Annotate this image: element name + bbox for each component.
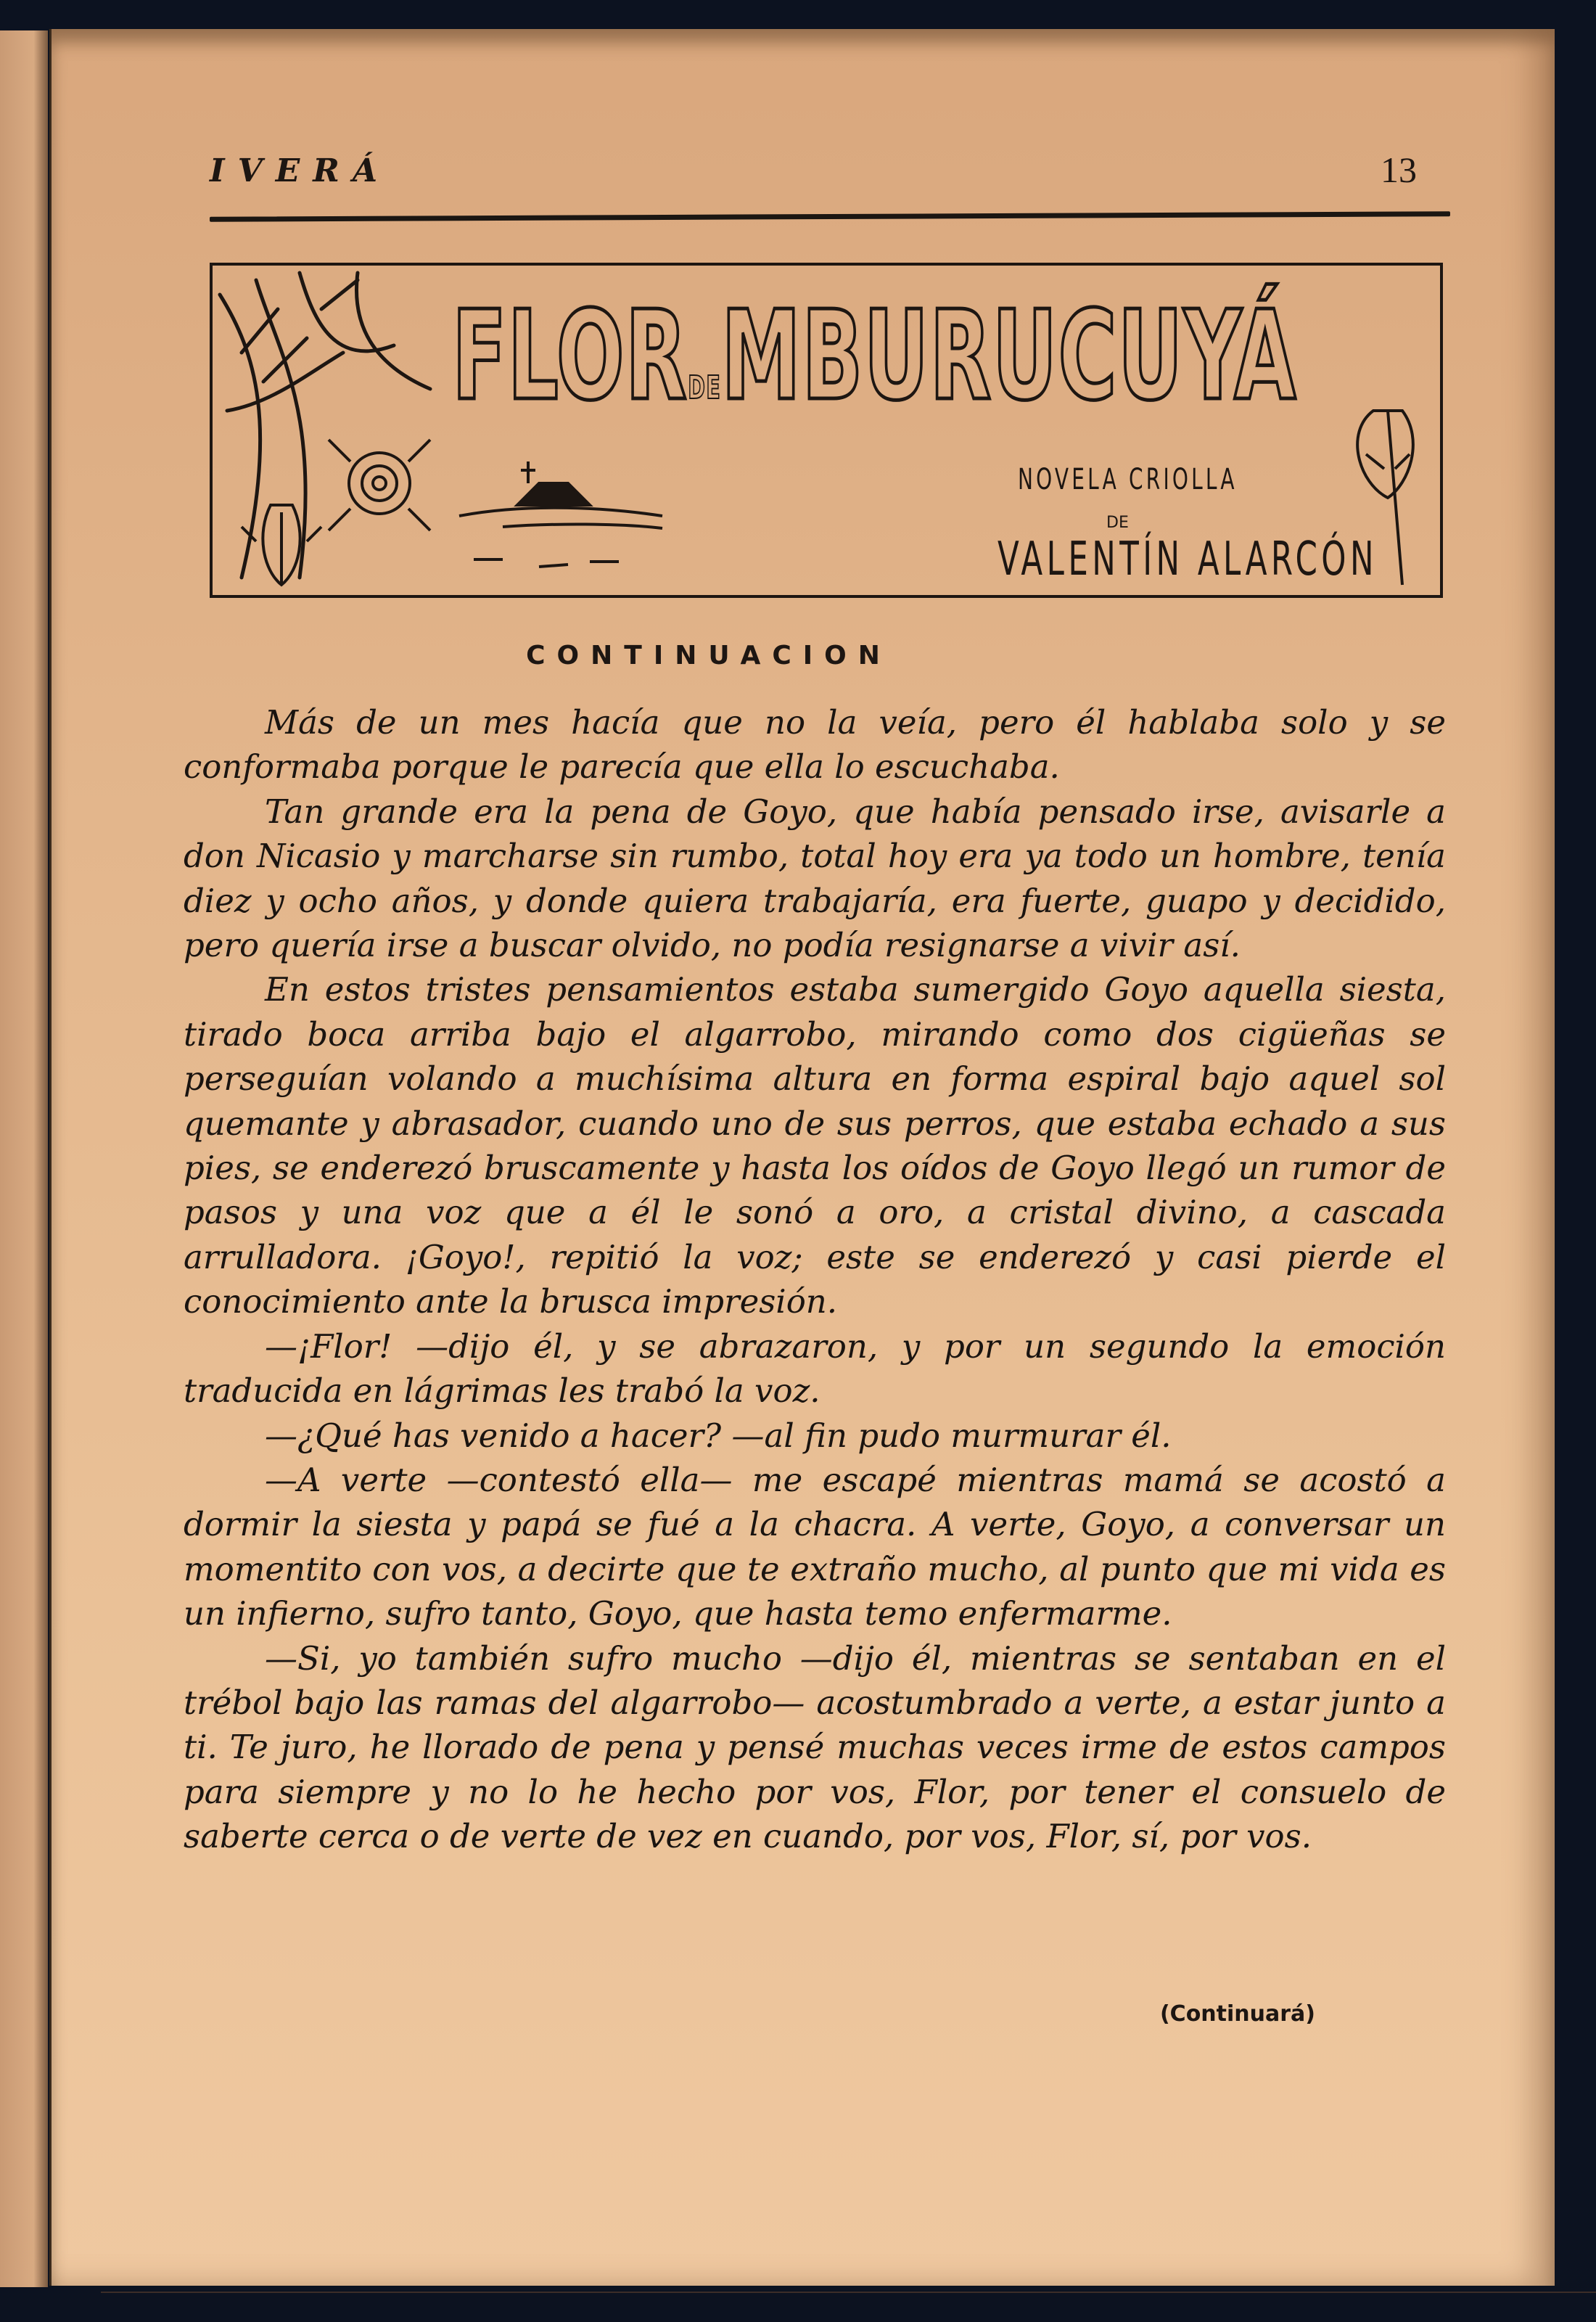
novel-subtitle: NOVELA CRIOLLA <box>1018 463 1238 496</box>
header-rule <box>210 211 1450 221</box>
title-word-de: DE <box>688 369 722 406</box>
title-word-mburucuya: MBURUCUYÁ <box>721 284 1297 428</box>
facing-page-edge <box>0 30 48 2287</box>
story-body <box>184 700 1446 1859</box>
section-heading: CONTINUACION <box>526 641 892 670</box>
ranch-house-icon <box>459 461 662 567</box>
running-head: IVERÁ <box>210 152 390 189</box>
author-preposition: DE <box>1106 514 1129 532</box>
to-be-continued-note: (Continuará) <box>1159 2001 1315 2027</box>
paragraph: En estos tristes pensamientos estaba sumergido Goyo aquella siesta, tirado boca arriba bajo el algarrobo, mirando como dos cigüeñas se perseguían volando a muchísima altura en forma espiral bajo aquel sol quemante y abrasador, cuando uno de sus perros, que estaba echado a sus pies, se enderezó bruscamente y hasta los oídos de Goyo llegó un rumor de pasos y una voz que a él le sonó a oro, a cristal divino, a cascada arrulladora. ¡Goyo!, repitió la voz; este se enderezó y casi pierde el conocimiento ante la brusca impresión. <box>184 970 1446 1321</box>
paragraph: Más de un mes hacía que no la veía, pero él hablaba solo y se conformaba porque le parecía que ella lo escuchaba. <box>184 703 1446 787</box>
paragraph: —¡Flor! —dijo él, y se abrazaron, y por un segundo la emoción traducida en lágrimas les trabó la voz. <box>184 1326 1446 1411</box>
tree-branch-icon <box>220 273 430 578</box>
author-name: VALENTÍN ALARCÓN <box>998 533 1378 586</box>
magazine-page <box>49 29 1555 2286</box>
page-bottom-edge <box>101 2292 1596 2297</box>
novel-title <box>452 284 1297 428</box>
paragraph: —Si, yo también sufro mucho —dijo él, mientras se sentaban en el trébol bajo las ramas del algarrobo— acostumbrado a verte, a estar junto a ti. Te juro, he llorado de pena y pensé muchas veces irme de estos campos para siempre y no lo he hecho por vos, Flor, por tener el consuelo de saberte cerca o de verte de vez en cuando, por vos, Flor, sí, por vos. <box>184 1638 1446 1856</box>
title-word-flor: FLOR <box>452 284 688 428</box>
passion-flower-icon <box>329 440 430 530</box>
paragraph: Tan grande era la pena de Goyo, que había pensado irse, avisarle a don Nicasio y marcharse sin rumbo, total hoy era ya todo un hombre, tenía diez y ocho años, y donde quiera trabajaría, era fuerte, guapo y decidido, pero quería irse a buscar olvido, no podía resignarse a vivir así. <box>184 792 1446 965</box>
title-banner <box>210 263 1443 598</box>
paragraph: —¿Qué has venido a hacer? —al fin pudo murmurar él. <box>265 1416 1172 1455</box>
page-number: 13 <box>1381 149 1417 190</box>
paragraph: —A verte —contestó ella— me escapé mientras mamá se acostó a dormir la siesta y papá se fué a la chacra. A verte, Goyo, a conversar un momentito con vos, a decirte que te extraño mucho, al punto que mi vida es un infierno, sufro tanto, Goyo, que hasta temo enfermarme. <box>184 1460 1446 1633</box>
